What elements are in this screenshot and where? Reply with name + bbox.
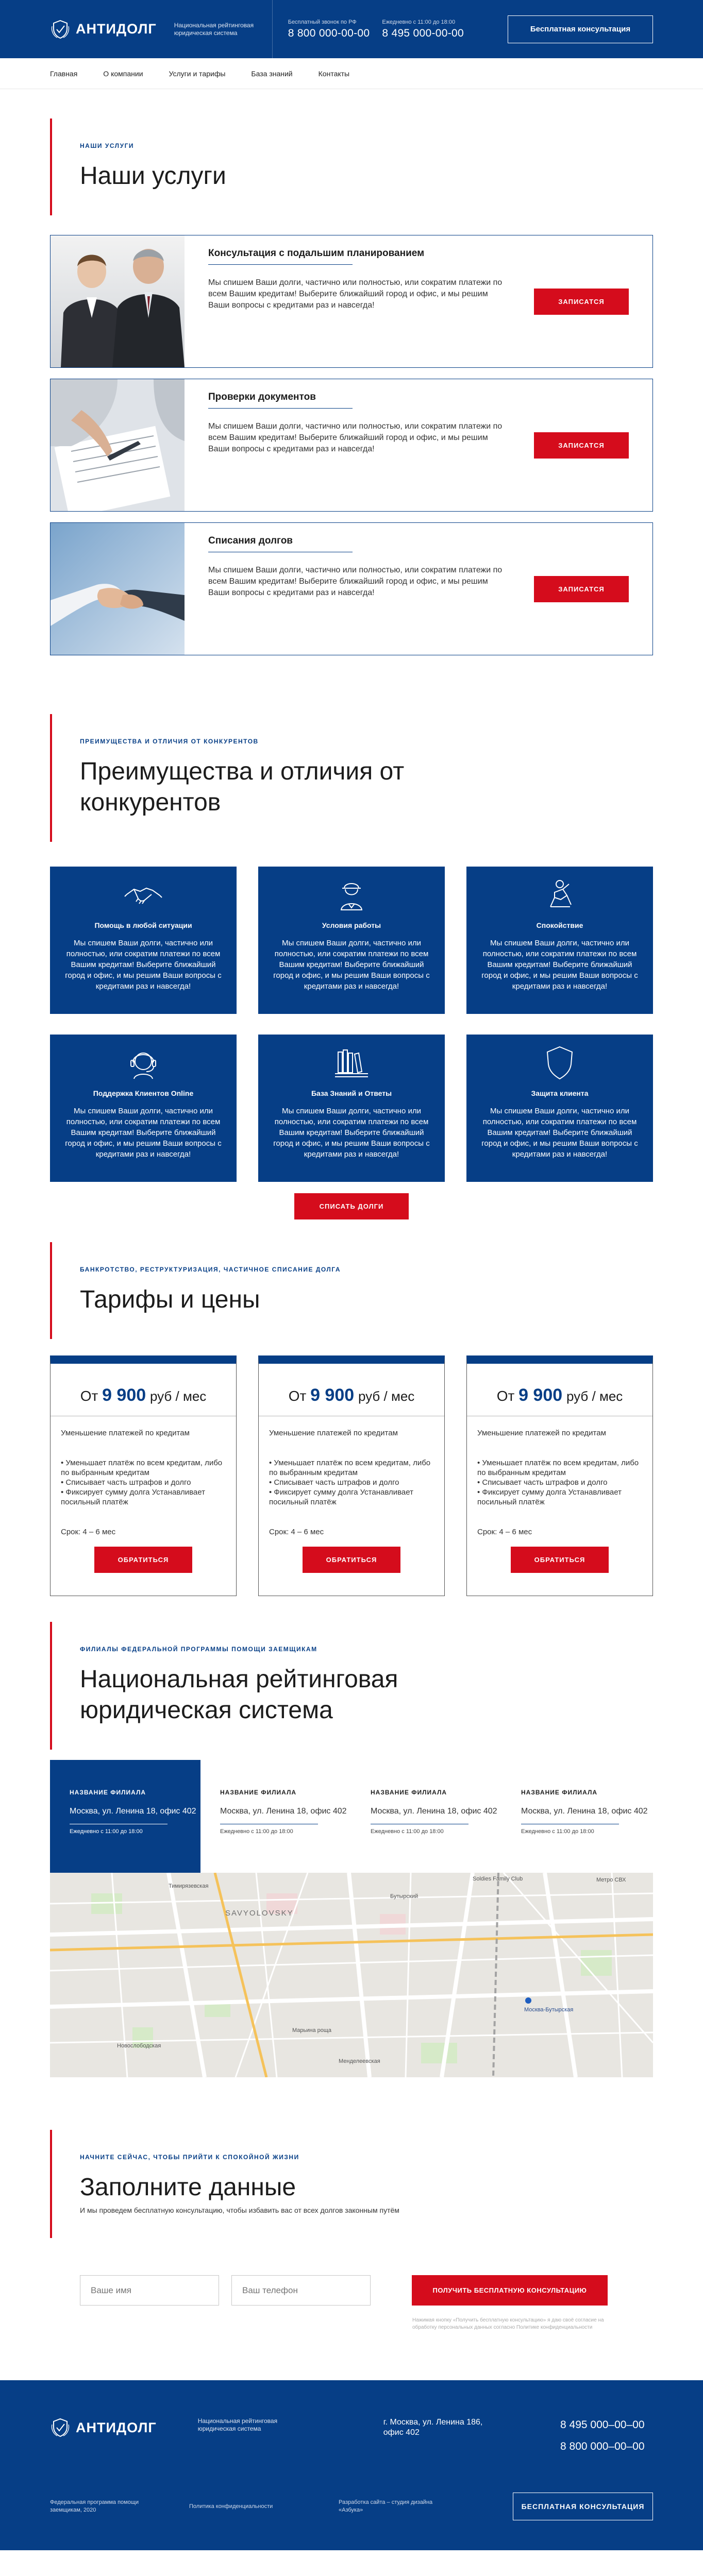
service-title: Проверки документов [208,392,316,402]
footer-developer-credit[interactable]: Разработка сайта – студия дизайна «Азбука» [339,2499,433,2513]
branch-tabs [50,1760,653,1873]
branch-hours: Ежедневно с 11:00 до 18:00 [70,1828,143,1835]
consent-note: Нажимая кнопку «Получить бесплатную консультацию» я даю своё согласие на обработку персональных данных согласно Политике конфиденциальности [412,2317,604,2330]
logo[interactable] [50,19,157,40]
service-card [50,235,653,368]
advantage-title: Помощь в любой ситуации [94,921,192,929]
branches-section [0,1596,703,2077]
business-people-image [51,235,185,367]
footer-privacy-link[interactable]: Политика конфиденциальности [189,2503,273,2510]
advantage-card [466,867,653,1014]
service-photo-documents [51,379,185,511]
tariff-term: Срок: 4 – 6 мес [269,1528,324,1536]
nav-item-contacts[interactable]: Контакты [318,70,350,78]
tariff-features: • Уменьшает платёж по всем кредитам, либо по выбранным кредитам • Списывает часть штрафов и долго • Фиксирует сумму долга Устанавливает посильный платёж [269,1459,431,1506]
service-photo-debts [51,523,185,655]
section-title: Национальная рейтинговая юридическая система [80,1666,398,1724]
advantage-text: Мы спишем Ваши долги, частично или полностью, или сократим платежи по всем Вашим кредитам! Выберите ближайший город и офис, и мы решим Ваши вопросы с кредитами раз и навсегда! [481,939,638,991]
branch-address: Москва, ул. Ленина 18, офис 402 [220,1807,347,1816]
price-value: 9 900 [518,1385,563,1405]
advantages-section [0,666,703,1219]
section-title: Наши услуги [80,162,226,190]
advantage-card [258,1035,445,1182]
map-label: Москва-Бутырская [524,2007,574,2013]
service-signup-button[interactable]: ЗАПИСАТСЯ [534,576,629,602]
footer-phone[interactable]: 8 800 000–00–00 [560,2441,645,2452]
branches-map[interactable] [50,1873,653,2077]
price-prefix: От [496,1388,515,1404]
shield-logo-icon [50,2417,71,2438]
tariff-description: Уменьшение платежей по кредитам [477,1429,606,1437]
branch-tab[interactable] [501,1760,652,1873]
advantage-card [258,867,445,1014]
logo-text: АНТИДОЛГ [76,21,157,37]
main-nav [0,58,703,89]
phone-block-moscow [382,19,464,40]
section-kicker: БАНКРОТСТВО, РЕСТРУКТУРИЗАЦИЯ, ЧАСТИЧНОЕ СПИСАНИЕ ДОЛГА [80,1266,341,1273]
branch-name: НАЗВАНИЕ ФИЛИАЛА [70,1789,146,1796]
branch-tab[interactable] [200,1760,351,1873]
tariff-features: • Уменьшает платёж по всем кредитам, либо по выбранным кредитам • Списывает часть штрафов и долго • Фиксирует сумму долга Устанавливает посильный платёж [477,1459,639,1506]
footer-phones [560,2414,653,2458]
tariff-description: Уменьшение платежей по кредитам [61,1429,190,1437]
nav-item-about[interactable]: О компании [103,70,143,78]
advantage-text: Мы спишем Ваши долги, частично или полностью, или сократим платежи по всем Вашим кредитам! Выберите ближайший город и офис, и мы решим Ваши вопросы с кредитами раз и навсегда! [65,1107,222,1159]
section-title: Преимущества и отличия от конкурентов [80,758,405,816]
header-divider [272,0,273,58]
section-kicker: ПРЕИМУЩЕСТВА И ОТЛИЧИЯ ОТ КОНКУРЕНТОВ [80,738,259,745]
phone-caption: Бесплатный звонок по РФ [288,19,357,25]
services-list [50,235,653,655]
advantage-title: Условия работы [322,921,381,929]
shield-icon [539,1042,580,1083]
advantage-title: Поддержка Клиентов Online [93,1089,194,1097]
tariff-card [258,1355,445,1596]
service-body [185,235,534,367]
tariffs-grid [50,1355,653,1596]
branch-name: НАЗВАНИЕ ФИЛИАЛА [371,1789,447,1796]
map-label: Метро СВХ [596,1877,626,1883]
tariff-apply-button[interactable]: ОБРАТИТЬСЯ [511,1547,609,1573]
map-label: SAVYOLOVSKY [225,1909,294,1918]
handshake-photo-image [51,523,185,655]
logo-subtitle: Национальная рейтинговая юридическая система [174,21,254,37]
price-prefix: От [80,1388,98,1404]
phone-number[interactable]: 8 800 000-00-00 [288,27,370,39]
footer-top [50,2417,653,2458]
logo-text: АНТИДОЛГ [76,2419,157,2435]
advantages-grid [50,867,653,1182]
phone-caption: Ежедневно с 11:00 до 18:00 [382,19,456,25]
nav-item-services[interactable]: Услуги и тарифы [169,70,226,78]
branch-address: Москва, ул. Ленина 18, офис 402 [70,1807,196,1816]
footer-logo-subtitle: Национальная рейтинговая юридическая система [197,2417,278,2432]
service-card [50,522,653,655]
price-prefix: От [288,1388,307,1404]
phone-input[interactable] [231,2275,371,2306]
worker-icon [331,874,372,915]
branch-address: Москва, ул. Ленина 18, офис 402 [371,1807,497,1816]
branch-hours: Ежедневно с 11:00 до 18:00 [220,1828,293,1835]
advantage-card [466,1035,653,1182]
books-icon [331,1042,372,1083]
branch-address: Москва, ул. Ленина 18, офис 402 [521,1807,648,1816]
service-divider [208,264,353,265]
section-kicker: НАШИ УСЛУГИ [80,142,134,149]
footer-phone[interactable]: 8 495 000–00–00 [560,2419,645,2431]
map-label: Новослободская [117,2043,161,2049]
service-text: Мы спишем Ваши долги, частично или полностью, или сократим платежи по всем Вашим кредитам! Выберите ближайший город и офис, и мы решим Ваши вопросы с кредитами раз и навсегда! [208,566,503,597]
branch-hours: Ежедневно с 11:00 до 18:00 [371,1828,444,1835]
tariff-price [61,1385,226,1405]
advantage-card [50,867,237,1014]
service-text: Мы спишем Ваши долги, частично или полностью, или сократим платежи по всем Вашим кредитам! Выберите ближайший город и офис, и мы решим Ваши вопросы с кредитами раз и навсегда! [208,422,503,453]
section-heading [50,1242,653,1339]
shield-logo-icon [50,19,71,40]
tariff-card [50,1355,237,1596]
branch-tab-active[interactable] [50,1760,200,1873]
section-heading [50,118,653,215]
phone-block-free [288,19,370,40]
section-subtitle: И мы проведем бесплатную консультацию, чтобы избавить вас от всех долгов законным путём [80,2206,399,2214]
services-section [0,89,703,655]
footer-address: г. Москва, ул. Ленина 186, офис 402 [383,2418,483,2437]
nav-item-knowledge[interactable]: База знаний [251,70,293,78]
headset-icon [123,1042,164,1083]
section-heading [50,2130,653,2238]
documents-image [51,379,185,511]
section-kicker: НАЧНИТЕ СЕЙЧАС, ЧТОБЫ ПРИЙТИ К СПОКОЙНОЙ ЖИЗНИ [80,2154,299,2161]
advantage-text: Мы спишем Ваши долги, частично или полностью, или сократим платежи по всем Вашим кредитам! Выберите ближайший город и офис, и мы решим Ваши вопросы с кредитами раз и навсегда! [273,939,430,991]
section-heading [50,1622,653,1750]
map-marker-icon[interactable] [525,1997,531,2004]
map-label: Бутырский [390,1893,419,1900]
contact-form-section [0,2077,703,2331]
price-unit: руб / мес [358,1388,415,1404]
tariff-price [477,1385,642,1405]
service-title: Списания долгов [208,535,293,546]
footer-bottom [50,2493,653,2520]
service-divider [208,408,353,409]
handshake-icon [123,874,164,915]
footer-copyright: Федеральная программа помощи заемщикам, 2020 [50,2499,139,2513]
service-signup-button[interactable]: ЗАПИСАТСЯ [534,432,629,459]
footer-consultation-button[interactable]: БЕСПЛАТНАЯ КОНСУЛЬТАЦИЯ [513,2493,653,2520]
advantage-text: Мы спишем Ваши долги, частично или полностью, или сократим платежи по всем Вашим кредитам! Выберите ближайший город и офис, и мы решим Ваши вопросы с кредитами раз и навсегда! [481,1107,638,1159]
service-photo-consultation [51,235,185,367]
tariff-price [269,1385,434,1405]
free-consultation-button[interactable]: Бесплатная консультация [508,15,653,43]
map-label: Тимирязевская [169,1883,209,1889]
tariff-description: Уменьшение платежей по кредитам [269,1429,398,1437]
branch-hours: Ежедневно с 11:00 до 18:00 [521,1828,594,1835]
advantage-text: Мы спишем Ваши долги, частично или полностью, или сократим платежи по всем Вашим кредитам! Выберите ближайший город и офис, и мы решим Ваши вопросы с кредитами раз и навсегда! [273,1107,430,1159]
price-unit: руб / мес [566,1388,623,1404]
advantage-title: База Знаний и Ответы [311,1089,392,1097]
contact-form [50,2275,653,2306]
price-unit: руб / мес [149,1388,207,1404]
section-kicker: ФИЛИАЛЫ ФЕДЕРАЛЬНОЙ ПРОГРАММЫ ПОМОЩИ ЗАЕМЩИКАМ [80,1646,317,1653]
name-input[interactable] [80,2275,219,2306]
tariff-apply-button[interactable]: ОБРАТИТЬСЯ [303,1547,400,1573]
tariff-term: Срок: 4 – 6 мес [61,1528,116,1536]
service-body [185,379,534,511]
map-label: Менделеевская [339,2058,380,2064]
advantage-text: Мы спишем Ваши долги, частично или полностью, или сократим платежи по всем Вашим кредитам! Выберите ближайший город и офис, и мы решим Ваши вопросы с кредитами раз и навсегда! [65,939,222,991]
map-label: Soldies Family Club [473,1876,523,1882]
service-body [185,523,534,655]
advantage-card [50,1035,237,1182]
service-title: Консультация с подальшим планированием [208,248,425,259]
tariff-term: Срок: 4 – 6 мес [477,1528,532,1536]
service-card [50,379,653,512]
relax-icon [539,874,580,915]
get-consultation-button[interactable]: ПОЛУЧИТЬ БЕСПЛАТНУЮ КОНСУЛЬТАЦИЮ [412,2275,608,2306]
branch-name: НАЗВАНИЕ ФИЛИАЛА [220,1789,297,1796]
service-text: Мы спишем Ваши долги, частично или полностью, или сократим платежи по всем Вашим кредитам! Выберите ближайший город и офис, и мы решим Ваши вопросы с кредитами раз и навсегда! [208,278,503,310]
site-header [0,0,703,58]
nav-item-home[interactable]: Главная [50,70,78,78]
site-footer [0,2380,703,2550]
tariffs-section [0,1219,703,1596]
phone-number[interactable]: 8 495 000-00-00 [382,27,464,39]
write-off-debts-button[interactable]: СПИСАТЬ ДОЛГИ [294,1193,409,1219]
tariff-features: • Уменьшает платёж по всем кредитам, либо по выбранным кредитам • Списывает часть штрафов и долго • Фиксирует сумму долга Устанавливает посильный платёж [61,1459,223,1506]
price-value: 9 900 [310,1385,355,1405]
advantage-title: Защита клиента [531,1089,589,1097]
footer-logo[interactable] [50,2417,157,2438]
branch-tab[interactable] [351,1760,501,1873]
section-title: Тарифы и цены [80,1286,260,1313]
service-signup-button[interactable]: ЗАПИСАТСЯ [534,289,629,315]
map-label: Марьина роща [292,2027,332,2033]
section-heading [50,714,653,842]
price-value: 9 900 [102,1385,146,1405]
section-title: Заполните данные [80,2174,296,2201]
branch-name: НАЗВАНИЕ ФИЛИАЛА [521,1789,598,1796]
tariff-card [466,1355,653,1596]
tariff-apply-button[interactable]: ОБРАТИТЬСЯ [94,1547,192,1573]
advantage-title: Спокойствие [536,921,583,929]
